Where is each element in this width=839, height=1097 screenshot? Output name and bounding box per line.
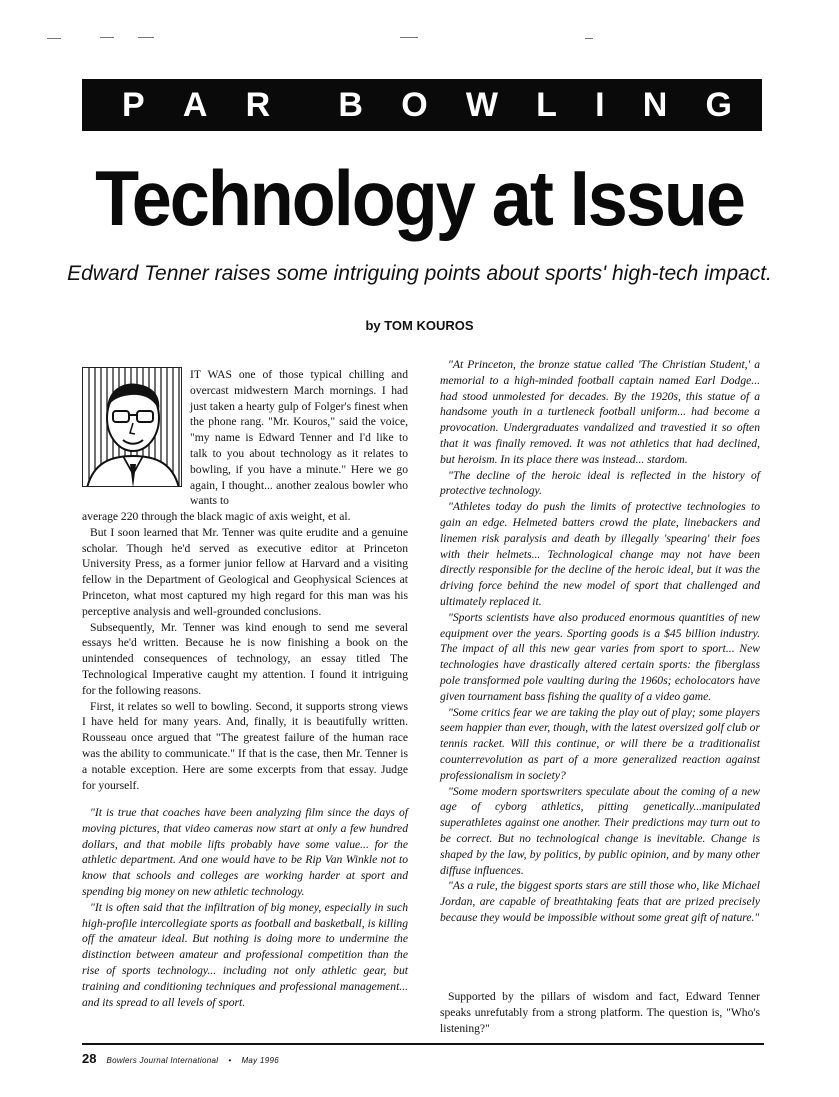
page-number: 28 [82,1051,97,1066]
quote-paragraph: "Athletes today do push the limits of protective technologies to gain an edge. Helmeted batters crowd the plate, linebackers and linemen risk paralysis and death by illegally 'spearing' their foes with their helmets... Technological change may not have been directly responsible for the decline of the heroic ideal, but it was the driving force behind the new model of sport that challenged and ultimately replaced it. [440,500,760,608]
scan-speck [138,37,154,38]
banner-letter: A [182,86,208,124]
scan-speck [47,38,61,39]
scan-speck [400,37,418,38]
left-column-quotes [82,805,408,1010]
intro-continuation: average 220 through the black magic of axis weight, et al. [82,510,351,523]
article-subtitle: Edward Tenner raises some intriguing points about sports' high-tech impact. [67,262,772,285]
quote-paragraph: "Sports scientists have also produced enormous quantities of new equipment over the years. Sporting goods is a $45 billion industry. The impact of all this new gear varies from sport to sport... New technologies have drastically altered certain sports: the fiberglass pole transformed pole vaulting during the 1960s; echolocators have given tournament bass fishing the quality of a video game. [440,610,760,703]
publication-name: Bowlers Journal International [106,1056,219,1065]
banner-letter: R [245,86,271,124]
article-title: Technology at Issue [95,155,744,243]
scan-speck [100,37,114,38]
quote-paragraph: "Some critics fear we are taking the play out of play; some players seem happier than ever, though, with the latest oversized golf club or tennis racket. Will this continue, or will there be a traditionalist counterrevolution as part of a more generalized reaction against professionalism in society? [440,705,760,782]
left-column-body [82,509,408,793]
banner-letter: N [642,86,668,124]
footer-separator: • [228,1056,232,1065]
quote-paragraph: "It is true that coaches have been analyzing film since the days of moving pictures, that video cameras now start at only a few hundred dollars, and that mobile lifts probably have some value... for the athletic department. And one would have to be Rip Van Winkle not to know that schools and colleges are working harder at sport and spending big money on new athletic technology. [82,806,408,898]
issue-date: May 1996 [241,1056,279,1065]
body-paragraph: Subsequently, Mr. Tenner was kind enough to send me several essays he'd written. Because he is now finishing a book on the unintended consequences of technology, an essay titled The Technological Imperative caught my attention. I found it intriguing for the following reasons. [82,620,408,697]
page-footer [82,1051,279,1066]
quote-paragraph: "It is often said that the infiltration of big money, especially in such high-profile intercollegiate sports as football and basketball, is killing off the amateur ideal. But nothing is doing more to undermine the distinction between amateur and professional competition than the rise of sports technology... including not only athletic gear, but training and conditioning techniques and professional management... and its spread to all levels of sport. [82,900,408,1009]
quote-paragraph: "At Princeton, the bronze statue called 'The Christian Student,' a memorial to a high-minded football captain named Earl Dodge... had stood unmolested for decades. By the 1920s, this statue of a handsome youth in a turtleneck football uniform... had become a provocation. Undergraduates vandalized and travestied it so often that it was finally removed. It was not athletics that had declined, but heroism. In its place there was instead... stardom. [440,358,760,466]
closing-paragraph [440,989,760,1036]
article-byline: by TOM KOUROS [365,318,474,333]
banner-letter: P [122,86,145,124]
scan-speck [585,38,593,39]
intro-paragraph [190,367,408,509]
body-paragraph: First, it relates so well to bowling. Second, it supports strong views I have held for many years. And, finally, it is beautifully written. Rousseau once argued that "The greatest failure of the human race was the ability to communicate." If that is the case, then Mr. Tenner is a notable exception. Here are some excerpts from that essay. Judge for yourself. [82,699,408,792]
quote-paragraph: "The decline of the heroic ideal is reflected in the history of protective technology. [440,468,760,498]
quote-paragraph: "Some modern sportswriters speculate about the coming of a new age of cyborg athletics, pitting genetically...manipulated superathletes against one another. Their predictions may turn out to be correct. But no technological change is inevitable. Change is shaped by the law, by politics, by public opinion, and by many other diffuse influences. [440,784,760,877]
quote-paragraph: "As a rule, the biggest sports stars are still those who, like Michael Jordan, are capable of breathtaking feats that are prized precisely because they would be impossible without some great gift of nature." [440,879,760,924]
intro-text: IT WAS one of those typical chilling and overcast midwestern March mornings. I had just taken a hearty gulp of Folger's finest when the phone rang. "Mr. Kouros," said the voice, "my name is Edward Tenner and I'd like to talk to you about technology as it relates to bowling, if you have a minute." Here we go again, I thought... another zealous bowler who wants to [190,368,408,508]
banner-letter: G [705,86,732,124]
body-paragraph: But I soon learned that Mr. Tenner was quite erudite and a genuine scholar. Though he'd served as executive editor at Princeton University Press, as a former junior fellow at Harvard and a visiting fellow in the Department of Geological and Geophysical Sciences at Princeton, what most captured my high regard for this man was his perceptive analysis and well-grounded conclusions. [82,525,408,618]
banner-letter: B [338,86,363,124]
closing-text: Supported by the pillars of wisdom and fact, Edward Tenner speaks unrefutably from a strong platform. The question is, "Who's listening?" [440,990,760,1035]
banner-letter: O [401,86,428,124]
banner-letter: W [465,86,498,124]
footer-rule [82,1043,764,1045]
right-column-quotes [440,357,760,926]
banner-letter: L [536,86,557,124]
section-banner [82,79,762,131]
banner-letter: I [595,86,605,124]
author-portrait-icon [82,367,182,487]
